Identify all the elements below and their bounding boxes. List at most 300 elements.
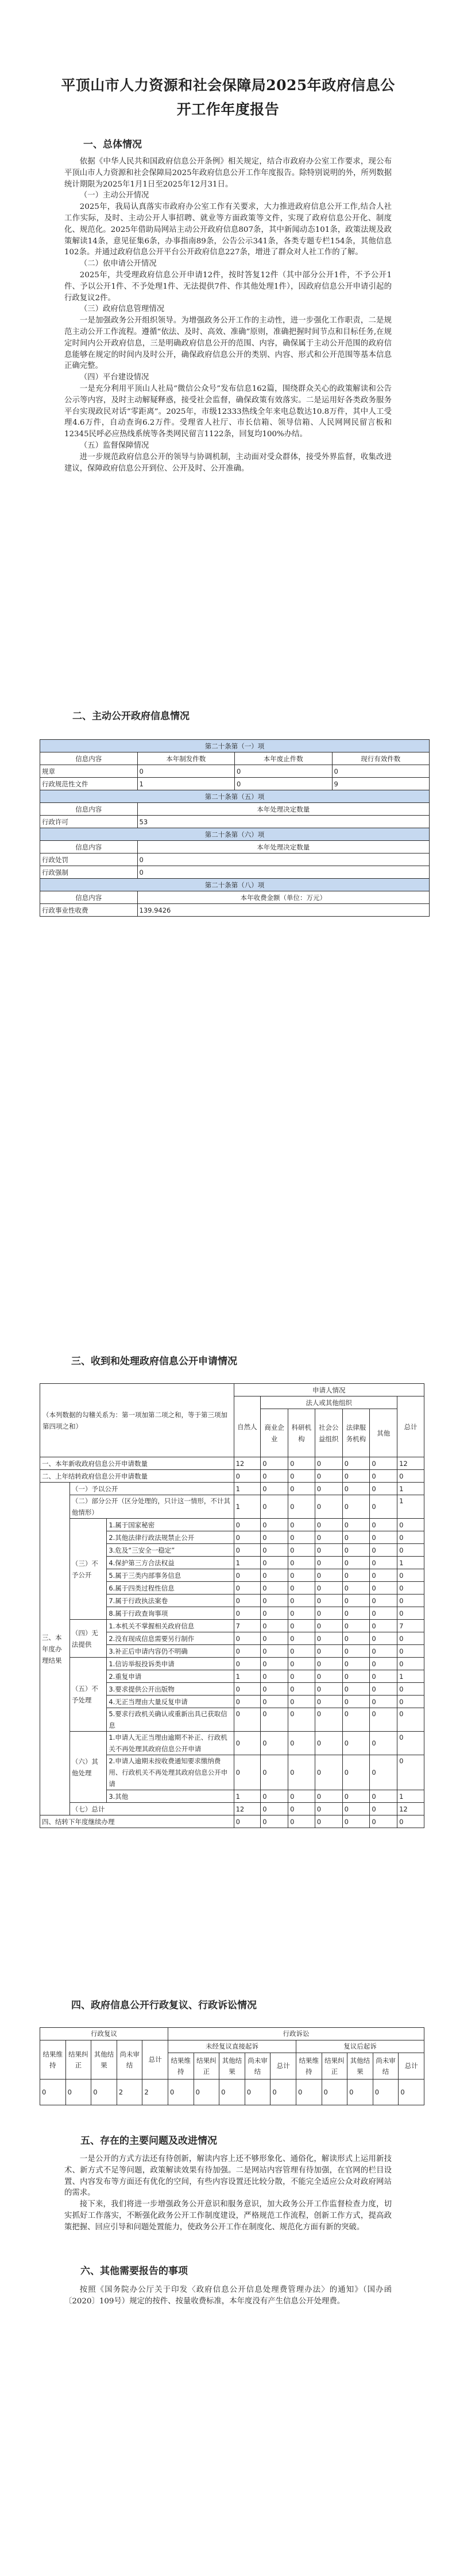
cell: 0 [315, 1645, 342, 1658]
table-row [40, 1495, 424, 1519]
col-header-public-welfare: 社会公益组织 [315, 1409, 342, 1457]
row-label: 行政规范性文件 [40, 778, 138, 790]
cell: 53 [137, 816, 430, 828]
cell: 0 [261, 1670, 288, 1683]
cell: 0 [261, 1495, 288, 1519]
row-label: 5.属于三类内部事务信息 [107, 1569, 234, 1582]
section-4-heading: 四、政府信息公开行政复议、行政诉讼情况 [71, 2000, 257, 2011]
section-5-body [64, 2154, 392, 2233]
cell: 0 [234, 1645, 261, 1658]
cell: 0 [315, 1755, 342, 1790]
cell: 0 [370, 1457, 397, 1470]
cell: 0 [342, 1470, 370, 1483]
col-header: 其他结果 [347, 2053, 373, 2080]
cell: 0 [315, 1470, 342, 1483]
cell: 0 [137, 854, 430, 866]
cell: 0 [315, 1803, 342, 1815]
cell: 2 [142, 2080, 168, 2105]
section-2-heading: 二、主动公开政府信息情况 [72, 711, 190, 722]
band-article-20-5: 第二十条第（五）项 [40, 790, 430, 803]
col-header: 结果纠正 [65, 2040, 91, 2080]
col-header: 信息内容 [40, 752, 138, 765]
cell: 0 [219, 2080, 245, 2105]
cell: 0 [342, 1790, 370, 1803]
cell: 0 [315, 1557, 342, 1569]
table-row [40, 1483, 424, 1495]
col-header: 其他结果 [219, 2053, 245, 2080]
cell: 0 [370, 1732, 397, 1755]
cell: 0 [261, 1732, 288, 1755]
cell: 0 [288, 1708, 315, 1732]
row-label: （一）予以公开 [69, 1483, 234, 1495]
cell: 0 [315, 1658, 342, 1670]
cell: 0 [370, 1790, 397, 1803]
cell: 2 [117, 2080, 142, 2105]
total-cell: 0 [397, 1531, 424, 1544]
cell: 0 [322, 2080, 347, 2105]
cell: 0 [342, 1607, 370, 1620]
cell: 0 [234, 1732, 261, 1755]
cell: 0 [315, 1790, 342, 1803]
cell: 0 [261, 1683, 288, 1696]
col-header: 本年废止件数 [235, 752, 333, 765]
carried-over-row [40, 1470, 424, 1483]
cell: 0 [288, 1470, 315, 1483]
cell: 0 [315, 1815, 342, 1828]
total-cell: 0 [397, 1632, 424, 1645]
cell: 0 [261, 1790, 288, 1803]
section-1-heading: 一、总体情况 [83, 139, 142, 150]
cell: 0 [315, 1620, 342, 1632]
cell: 0 [288, 1569, 315, 1582]
cell: 0 [288, 1645, 315, 1658]
table-row [40, 854, 430, 866]
intro-paragraph: 依据《中华人民共和国政府信息公开条例》相关规定，结合市政府办公室工作要求，现公布平顶山市人力资源和社会保障局2025年政府信息公开工作年度报告。除特别说明的外，所列数据统计期限为2025年1月1日至2025年12月31日。 [64, 157, 392, 189]
total-cell: 1 [397, 1670, 424, 1683]
applicant-header: 申请人情况 [234, 1384, 424, 1396]
cell: 0 [288, 1595, 315, 1607]
cell: 0 [342, 1732, 370, 1755]
cell: 0 [370, 1483, 397, 1495]
cell: 0 [261, 1632, 288, 1645]
cell: 0 [288, 1582, 315, 1595]
cell: 0 [342, 1483, 370, 1495]
page-title [40, 73, 416, 122]
cell: 0 [342, 1544, 370, 1557]
total-cell: 0 [397, 1815, 424, 1828]
cell: 0 [370, 1544, 397, 1557]
page-title-line-1: 平顶山市人力资源和社会保障局2025年政府信息公 [61, 77, 395, 94]
cell: 0 [288, 1632, 315, 1645]
cell: 1 [234, 1790, 261, 1803]
cell: 0 [370, 1683, 397, 1696]
cell: 0 [370, 1595, 397, 1607]
col-header: 其他结果 [91, 2040, 117, 2080]
section-3-heading: 三、收到和处理政府信息公开申请情况 [71, 1356, 237, 1367]
col-header: 总计 [270, 2053, 296, 2080]
cell: 0 [342, 1582, 370, 1595]
row-label: 行政处罚 [40, 854, 138, 866]
sub-heading-platform: （四）平台建设情况 [79, 373, 149, 382]
col-header-legal-service: 法律服务机构 [342, 1409, 370, 1457]
cell: 0 [370, 1582, 397, 1595]
cell: 0 [342, 1620, 370, 1632]
col-header: 尚未审结 [117, 2040, 142, 2080]
total-cell: 0 [397, 1595, 424, 1607]
cell: 0 [234, 1815, 261, 1828]
cell: 0 [261, 1595, 288, 1607]
cell: 9 [332, 778, 430, 790]
table-row [40, 1620, 424, 1632]
row-label: 4.无正当理由大量反复申请 [107, 1696, 234, 1708]
cell: 0 [261, 1607, 288, 1620]
cell: 0 [342, 1658, 370, 1670]
cell: 0 [288, 1457, 315, 1470]
cell: 0 [234, 1632, 261, 1645]
cell: 0 [370, 1569, 397, 1582]
total-cell: 0 [397, 1683, 424, 1696]
row-label: 1.本机关不掌握相关政府信息 [107, 1620, 234, 1632]
total-cell: 0 [397, 1470, 424, 1483]
cell: 0 [370, 1632, 397, 1645]
cell: 7 [234, 1620, 261, 1632]
total-cell: 0 [397, 1732, 424, 1755]
col-header: 总计 [142, 2040, 168, 2080]
cell: 0 [342, 1531, 370, 1544]
row-label: 4.保护第三方合法权益 [107, 1557, 234, 1569]
col-header: 总计 [399, 2053, 424, 2080]
cell: 0 [288, 1683, 315, 1696]
col-header: 尚未审结 [245, 2053, 270, 2080]
requests-table [40, 1383, 424, 1828]
cell: 0 [332, 765, 430, 778]
total-cell: 0 [397, 1607, 424, 1620]
cell: 0 [342, 1457, 370, 1470]
group-label: （六）其他处理 [69, 1732, 106, 1803]
col-header: 信息内容 [40, 891, 138, 904]
cell: 0 [342, 1569, 370, 1582]
cell: 0 [315, 1582, 342, 1595]
cell: 0 [370, 1670, 397, 1683]
col-header: 尚未审结 [373, 2053, 399, 2080]
note-cell: （本列数据的勾稽关系为：第一项加第二项之和，等于第三项加第四项之和） [40, 1384, 234, 1457]
after-review-header: 复议后起诉 [296, 2040, 424, 2053]
table-row [40, 904, 430, 917]
total-cell: 12 [397, 1457, 424, 1470]
cell: 0 [370, 1620, 397, 1632]
active-disclosure-paragraph: 2025年，我局认真落实市政府办公室工作有关要求，大力推进政府信息公开工作,结合人社工作实际，及时、主动公开人事招聘、就业等方面政策等文件，实现了政府信息公开化、制度化、规范化。2025年借助局网站主动公开政府信息807条，其中新闻动态101条，政策法规及政策解读14条，意见征集6条，办事指南89条，公告公示341条，各类专题专栏154条，其他信息102条。并通过政府信息公开平台公开政府信息227条，增进了群众对人社工作的了解。 [64, 203, 392, 257]
cell: 0 [234, 1708, 261, 1732]
cell: 0 [342, 1670, 370, 1683]
cell: 0 [342, 1696, 370, 1708]
cell: 0 [342, 1708, 370, 1732]
cell: 0 [235, 778, 333, 790]
total-cell: 0 [397, 1544, 424, 1557]
cell: 0 [234, 1658, 261, 1670]
cell: 0 [315, 1495, 342, 1519]
cell: 0 [234, 1470, 261, 1483]
cell: 0 [315, 1457, 342, 1470]
cell: 0 [342, 1815, 370, 1828]
section-1-body [64, 156, 392, 474]
cell: 0 [288, 1531, 315, 1544]
cell: 0 [288, 1483, 315, 1495]
row-label: 7.属于行政执法案卷 [107, 1595, 234, 1607]
row-label: 1.属于国家秘密 [107, 1519, 234, 1531]
cell: 0 [370, 1815, 397, 1828]
cell: 0 [234, 1595, 261, 1607]
cell: 0 [288, 1557, 315, 1569]
cell: 0 [370, 1607, 397, 1620]
cell: 0 [370, 1658, 397, 1670]
page-title-line-2: 开工作年度报告 [176, 101, 280, 118]
total-cell: 1 [397, 1483, 424, 1495]
direct-suit-header: 未经复议直接起诉 [168, 2040, 296, 2053]
cell: 0 [370, 1696, 397, 1708]
total-cell: 0 [397, 1658, 424, 1670]
row-label: 2.重复申请 [107, 1670, 234, 1683]
cell: 0 [288, 1519, 315, 1531]
cell: 0 [296, 2080, 322, 2105]
cell: 0 [261, 1658, 288, 1670]
legal-person-header: 法人或其他组织 [261, 1396, 397, 1409]
cell: 0 [245, 2080, 270, 2105]
cell: 0 [370, 1519, 397, 1531]
col-header-business: 商业企业 [261, 1409, 288, 1457]
cell: 0 [342, 1519, 370, 1531]
cell: 0 [194, 2080, 219, 2105]
table-row [40, 1658, 424, 1670]
band-article-20-1: 第二十条第（一）项 [40, 740, 430, 752]
improvements-paragraph: 接下来，我们将进一步增强政务公开意识和服务意识，加大政务公开工作监督检查力度，切实抓好工作落实，不断强化政务公开工作制度建设，严格规范工作流程，创新工作方式，提高政策把握、回应引导和问题处置能力，使政务公开工作在制度化、规范化方面有新的突破。 [64, 2200, 392, 2232]
cell: 0 [261, 1815, 288, 1828]
cell: 0 [342, 1632, 370, 1645]
cell: 1 [234, 1557, 261, 1569]
cell: 0 [342, 1645, 370, 1658]
cell: 0 [168, 2080, 194, 2105]
problems-paragraph: 一是公开的方式方法还有待创新，解读内容上还不够形象化、通俗化，解读形式上运用新技术、新方式不足等问题，政策解读效果有待加强。二是网站内容管理有待加强，在官网的栏目设置、内容发布等方面还有优化的空间，有些内容设置还比较分散，不能完全适应公众对政府网站的需求。 [64, 2155, 392, 2198]
group-label: （三）不予公开 [69, 1519, 106, 1620]
cell: 0 [370, 1645, 397, 1658]
row-label: （二）部分公开（区分处理的，只计这一情形，不计其他情形） [69, 1495, 234, 1519]
col-header: 本年制发件数 [137, 752, 235, 765]
row-label: 1.申请人无正当理由逾期不补正、行政机关不再处理其政府信息公开申请 [107, 1732, 234, 1755]
cell: 0 [288, 1815, 315, 1828]
cell: 0 [234, 1519, 261, 1531]
cell: 0 [370, 1708, 397, 1732]
cell: 0 [288, 1790, 315, 1803]
cell: 0 [288, 1670, 315, 1683]
total-row [40, 1803, 424, 1815]
cell: 0 [234, 1531, 261, 1544]
cell: 0 [342, 1495, 370, 1519]
cell: 0 [288, 1495, 315, 1519]
col-header: 结果维持 [296, 2053, 322, 2080]
cell: 0 [261, 1457, 288, 1470]
cell: 0 [261, 1696, 288, 1708]
col-header: 本年收费金额（单位：万元） [137, 891, 430, 904]
cell: 1 [234, 1670, 261, 1683]
col-header: 结果纠正 [322, 2053, 347, 2080]
sub-heading-info-management: （三）政府信息管理情况 [79, 305, 165, 314]
cell: 0 [40, 2080, 66, 2105]
cell: 0 [288, 1620, 315, 1632]
cell: 0 [261, 1645, 288, 1658]
row-label: 行政许可 [40, 816, 138, 828]
cell: 0 [234, 1569, 261, 1582]
cell: 0 [315, 1632, 342, 1645]
cell: 0 [288, 1607, 315, 1620]
cell: 0 [288, 1658, 315, 1670]
cell: 0 [315, 1607, 342, 1620]
platform-paragraph: 一是充分利用平顶山人社局“微信公众号”发布信息162篇，围绕群众关心的政策解读和公告公示等内容，及时主动解疑释惑，接受社会监督，确保政策有效落实。二是运用好各类政务服务平台实现政民对话“零距离”。2025年，市级12333热线全年来电总数达10.8万件，其中人工受理4.6万件，自动查询6.2万件。受理省人社厅、市长信箱、领导信箱、人民网网民留言板和12345民呼必应热线系统等各类网民留言1122条，回复均100%办结。 [64, 384, 392, 439]
cell: 0 [342, 1595, 370, 1607]
cell: 0 [234, 1582, 261, 1595]
col-header-research: 科研机构 [288, 1409, 315, 1457]
total-cell: 0 [397, 1519, 424, 1531]
table-row [40, 816, 430, 828]
cell: 1 [137, 778, 235, 790]
section-5-heading: 五、存在的主要问题及改进情况 [80, 2135, 217, 2147]
cell: 0 [261, 1755, 288, 1790]
row-label: 6.属于四类过程性信息 [107, 1582, 234, 1595]
row-label: 3.要求提供公开出版物 [107, 1683, 234, 1696]
cell: 1 [234, 1483, 261, 1495]
row-label: 3.其他 [107, 1790, 234, 1803]
cell: 0 [370, 1557, 397, 1569]
cell: 0 [234, 1755, 261, 1790]
cell: 0 [235, 765, 333, 778]
total-cell: 0 [397, 1755, 424, 1790]
cell: 0 [234, 1683, 261, 1696]
cell: 0 [288, 1696, 315, 1708]
cell: 0 [370, 1495, 397, 1519]
cell: 0 [399, 2080, 424, 2105]
cell: 0 [315, 1670, 342, 1683]
cell: 0 [288, 1732, 315, 1755]
cell: 0 [261, 1531, 288, 1544]
cell: 0 [315, 1683, 342, 1696]
col-header: 现行有效件数 [332, 752, 430, 765]
row-label: 5.要求行政机关确认或重新出具已获取信息 [107, 1708, 234, 1732]
row-label: 8.属于行政查询事项 [107, 1607, 234, 1620]
row-label: 四、结转下年度继续办理 [40, 1815, 234, 1828]
cell: 139.9426 [137, 904, 430, 917]
band-article-20-6: 第二十条第（六）项 [40, 828, 430, 841]
cell: 0 [315, 1696, 342, 1708]
review-header: 行政复议 [40, 2028, 168, 2040]
col-header: 结果维持 [40, 2040, 66, 2080]
review-litigation-table [40, 2027, 424, 2105]
row-label: （七）总计 [69, 1803, 234, 1815]
cell: 0 [137, 866, 430, 879]
cell: 0 [342, 1683, 370, 1696]
cell: 0 [370, 1470, 397, 1483]
cell: 0 [234, 1544, 261, 1557]
group-label: （四）无法提供 [69, 1620, 106, 1658]
col-header-other: 其他 [370, 1409, 397, 1457]
cell: 0 [65, 2080, 91, 2105]
table-row [40, 1732, 424, 1755]
natural-person-header: 自然人 [234, 1396, 261, 1457]
row-label: 3.危及“三安全一稳定” [107, 1544, 234, 1557]
cell: 0 [342, 1755, 370, 1790]
row-label: 2.申请人逾期未按收费通知要求缴纳费用、行政机关不再处理其政府信息公开申请 [107, 1755, 234, 1790]
cell: 0 [261, 1708, 288, 1732]
band-article-20-8: 第二十条第（八）项 [40, 879, 430, 891]
col-header: 信息内容 [40, 841, 138, 854]
cell: 0 [315, 1544, 342, 1557]
table-row [40, 1519, 424, 1531]
cell: 0 [347, 2080, 373, 2105]
cell: 0 [370, 1531, 397, 1544]
table-row [40, 765, 430, 778]
cell: 0 [315, 1569, 342, 1582]
sub-heading-supervision: （五）监督保障情况 [79, 441, 149, 450]
cell: 0 [91, 2080, 117, 2105]
cell: 0 [288, 1755, 315, 1790]
total-cell: 0 [397, 1708, 424, 1732]
total-cell: 7 [397, 1620, 424, 1632]
info-management-paragraph: 一是加强政务公开组织领导。为增强政务公开工作的主动性，进一步强化工作职责，二是规范主动公开工作流程。遵循“依法、及时、高效、准确”原则，准确把握时间节点和目标任务,在规定时间内公开政府信息，三是明确政府信息公开的范围、内容，确保属于主动公开范围的政府信息能够在规定的时间内及时公开，确保政府信息公开的类别、内容、形式和公开范围等基本信息正确完整。 [64, 316, 392, 371]
cell: 0 [342, 1557, 370, 1569]
table-row [40, 778, 430, 790]
results-group-label: 三、本年度办理结果 [40, 1483, 70, 1815]
total-cell: 0 [397, 1582, 424, 1595]
sub-heading-request-disclosure: （二）依申请公开情况 [79, 259, 157, 269]
col-header: 结果维持 [168, 2053, 194, 2080]
cell: 0 [261, 1483, 288, 1495]
total-cell: 1 [397, 1495, 424, 1519]
row-label: 2.其他法律行政法规禁止公开 [107, 1531, 234, 1544]
col-header: 信息内容 [40, 803, 138, 816]
active-disclosure-table [40, 739, 430, 917]
other-matters-paragraph: 按照《国务院办公厅关于印发〈政府信息公开信息处理费管理办法〉的通知》（国办函〔2020〕109号）规定的按件、按量收费标准，本年度没有产生信息公开处理费。 [64, 2286, 392, 2306]
section-6-heading: 六、其他需要报告的事项 [80, 2265, 188, 2277]
cell: 12 [234, 1457, 261, 1470]
row-label: 1.信访举报投诉类申请 [107, 1658, 234, 1670]
cell: 0 [288, 1544, 315, 1557]
row-label: 规章 [40, 765, 138, 778]
cell: 0 [261, 1544, 288, 1557]
total-cell: 0 [397, 1696, 424, 1708]
cell: 0 [261, 1470, 288, 1483]
cell: 1 [234, 1495, 261, 1519]
cell: 0 [315, 1531, 342, 1544]
cell: 0 [373, 2080, 399, 2105]
cell: 0 [315, 1483, 342, 1495]
cell: 0 [261, 1519, 288, 1531]
cell: 0 [261, 1582, 288, 1595]
col-header: 结果纠正 [194, 2053, 219, 2080]
row-label: 3.补正后申请内容仍不明确 [107, 1645, 234, 1658]
carry-forward-row [40, 1815, 424, 1828]
table-row [40, 866, 430, 879]
section-6-body [64, 2284, 392, 2307]
total-cell: 1 [397, 1790, 424, 1803]
cell: 0 [315, 1519, 342, 1531]
table-row [40, 2080, 424, 2105]
cell: 0 [315, 1708, 342, 1732]
row-label: 一、本年新收政府信息公开申请数量 [40, 1457, 234, 1470]
cell: 0 [270, 2080, 296, 2105]
cell: 0 [370, 1755, 397, 1790]
cell: 0 [342, 1803, 370, 1815]
new-requests-row [40, 1457, 424, 1470]
total-cell: 12 [397, 1803, 424, 1815]
row-label: 二、上年结转政府信息公开申请数量 [40, 1470, 234, 1483]
cell: 0 [288, 1803, 315, 1815]
